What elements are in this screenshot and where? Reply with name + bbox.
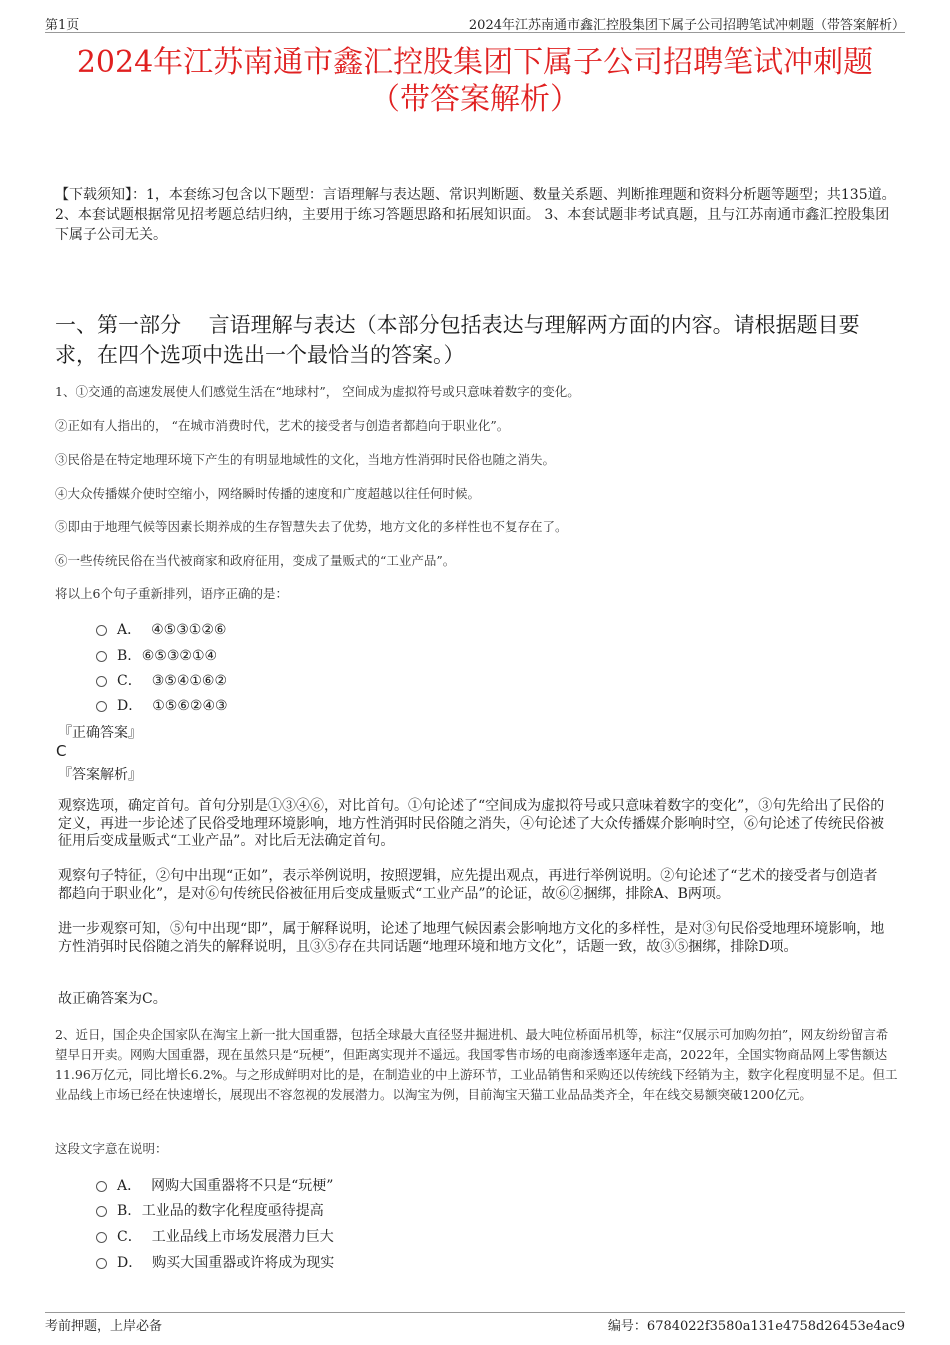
option-text: 网购大国重器将不只是“玩梗”	[151, 1178, 334, 1194]
answer-heading: 『正确答案』	[58, 725, 142, 741]
q2-option-c[interactable]	[96, 1227, 334, 1247]
q2-option-a[interactable]	[96, 1176, 333, 1196]
q1-line-5: ⑤即由于地理气候等因素长期养成的生存智慧失去了优势，地方文化的多样性也不复存在了。	[55, 519, 568, 534]
option-label: D．	[117, 1255, 143, 1271]
option-text: 工业品线上市场发展潜力巨大	[151, 1229, 334, 1245]
analysis-paragraph-1: 观察选项，确定首句。首句分别是①③④⑥，对比首句。①句论述了“空间成为虚拟符号或只意味着数字的变化”，③句先给出了民俗的定义，再进一步论述了民俗受地理环境影响，地方性消弭时民俗随之消失，④句论述了大众传播媒介影响时空，⑥句论述了传统民俗被征用后变成量贩式“工业产品”。对比后无法确定首句。	[58, 798, 885, 849]
footer-divider	[45, 1312, 905, 1313]
q1-line-6: ⑥一些传统民俗在当代被商家和政府征用，变成了量贩式的“工业产品”。	[55, 553, 456, 568]
option-label: C．	[117, 1229, 142, 1245]
section-heading: 一、第一部分 言语理解与表达（本部分包括表达与理解两方面的内容。请根据题目要求，在四个选项中选出一个最恰当的答案。）	[55, 313, 860, 367]
option-text: ④⑤③①②⑥	[151, 622, 227, 638]
document-subtitle: （带答案解析）	[370, 82, 580, 117]
q2-option-d[interactable]	[96, 1253, 334, 1273]
q1-option-c[interactable]	[96, 671, 227, 691]
radio-icon[interactable]	[96, 1258, 107, 1269]
option-text: 工业品的数字化程度亟待提高	[141, 1203, 324, 1219]
option-text: ⑥⑤③②①④	[141, 648, 218, 664]
header-divider	[45, 32, 905, 33]
document-title: 2024年江苏南通市鑫汇控股集团下属子公司招聘笔试冲刺题	[76, 45, 874, 80]
header-doc-title: 2024年江苏南通市鑫汇控股集团下属子公司招聘笔试冲刺题（带答案解析）	[468, 18, 905, 33]
radio-icon[interactable]	[96, 676, 107, 687]
q2-stem: 2、近日，国企央企国家队在淘宝上新一批大国重器，包括全球最大直径竖井掘进机、最大吨位桥面吊机等，标注“仅展示可加购勿拍”，网友纷纷留言希望早日开卖。网购大国重器，现在虽然只是“玩梗”，但距离实现并不遥远。我国零售市场的电商渗透率逐年走高，2022年，全国实物商品网上零售额达11.96万亿元，同比增长6.2%。与之形成鲜明对比的是，在制造业的中上游环节，工业品销售和采购还以传统线下经销为主，数字化程度明显不足。但工业品线上市场已经在快速增长，展现出不容忽视的发展潜力。以淘宝为例，目前淘宝天猫工业品品类齐全，年在线交易额突破1200亿元。	[55, 1027, 898, 1102]
page-number: 第1页	[45, 18, 80, 33]
option-label: D．	[117, 698, 143, 714]
q1-option-b[interactable]	[96, 646, 217, 666]
analysis-heading: 『答案解析』	[58, 767, 142, 783]
q1-line-3: ③民俗是在特定地理环境下产生的有明显地域性的文化，当地方性消弭时民俗也随之消失。	[55, 452, 556, 467]
q1-prompt: 将以上6个句子重新排列，语序正确的是：	[55, 586, 288, 601]
radio-icon[interactable]	[96, 1232, 107, 1243]
answer-value: C	[56, 742, 67, 760]
option-label: A．	[117, 1178, 142, 1194]
analysis-paragraph-3: 进一步观察可知，⑤句中出现“即”，属于解释说明，论述了地理气候因素会影响地方文化的多样性，是对③句民俗受地理环境影响，地方性消弭时民俗随之消失的解释说明，且③⑤存在共同话题“地理环境和地方文化”，话题一致，故③⑤捆绑，排除D项。	[58, 921, 885, 955]
q1-line-4: ④大众传播媒介使时空缩小，网络瞬时传播的速度和广度超越以往任何时候。	[55, 486, 481, 501]
radio-icon[interactable]	[96, 625, 107, 636]
option-label: C．	[117, 673, 142, 689]
option-label: B.	[117, 648, 132, 664]
footer-slogan: 考前押题，上岸必备	[45, 1319, 163, 1334]
footer-serial: 编号：6784022f3580a131e4758d26453e4ac9	[607, 1319, 905, 1334]
option-text: ①⑤⑥②④③	[152, 698, 228, 714]
download-notice: 【下载须知】：1，本套练习包含以下题型：言语理解与表达题、常识判断题、数量关系题、判断推理题和资料分析题等题型；共135道。 2、本套试题根据常见招考题总结归纳，主要用于练习答题思路和拓展知识面。 3、本套试题非考试真题，且与江苏南通市鑫汇控股集团下属子公司无关。	[55, 187, 896, 243]
q1-option-d[interactable]	[96, 696, 228, 716]
option-label: A．	[117, 622, 142, 638]
q1-option-a[interactable]	[96, 620, 226, 640]
analysis-conclusion: 故正确答案为C。	[58, 991, 167, 1007]
option-label: B.	[117, 1203, 132, 1219]
q2-option-b[interactable]	[96, 1201, 324, 1221]
q1-line-1: 1、①交通的高速发展使人们感觉生活在“地球村”， 空间成为虚拟符号或只意味着数字的变化。	[55, 384, 580, 399]
q2-prompt: 这段文字意在说明：	[55, 1141, 168, 1156]
analysis-paragraph-2: 观察句子特征，②句中出现“正如”，表示举例说明，按照逻辑，应先提出观点，再进行举例说明。②句论述了“艺术的接受者与创造者都趋向于职业化”，是对⑥句传统民俗被征用后变成量贩式“工业产品”的论证，故⑥②捆绑，排除A、B两项。	[58, 868, 878, 902]
q1-line-2: ②正如有人指出的， “在城市消费时代，艺术的接受者与创造者都趋向于职业化”。	[55, 418, 510, 433]
radio-icon[interactable]	[96, 1206, 107, 1217]
radio-icon[interactable]	[96, 701, 107, 712]
radio-icon[interactable]	[96, 651, 107, 662]
option-text: 购买大国重器或许将成为现实	[152, 1255, 335, 1271]
option-text: ③⑤④①⑥②	[151, 673, 228, 689]
radio-icon[interactable]	[96, 1181, 107, 1192]
